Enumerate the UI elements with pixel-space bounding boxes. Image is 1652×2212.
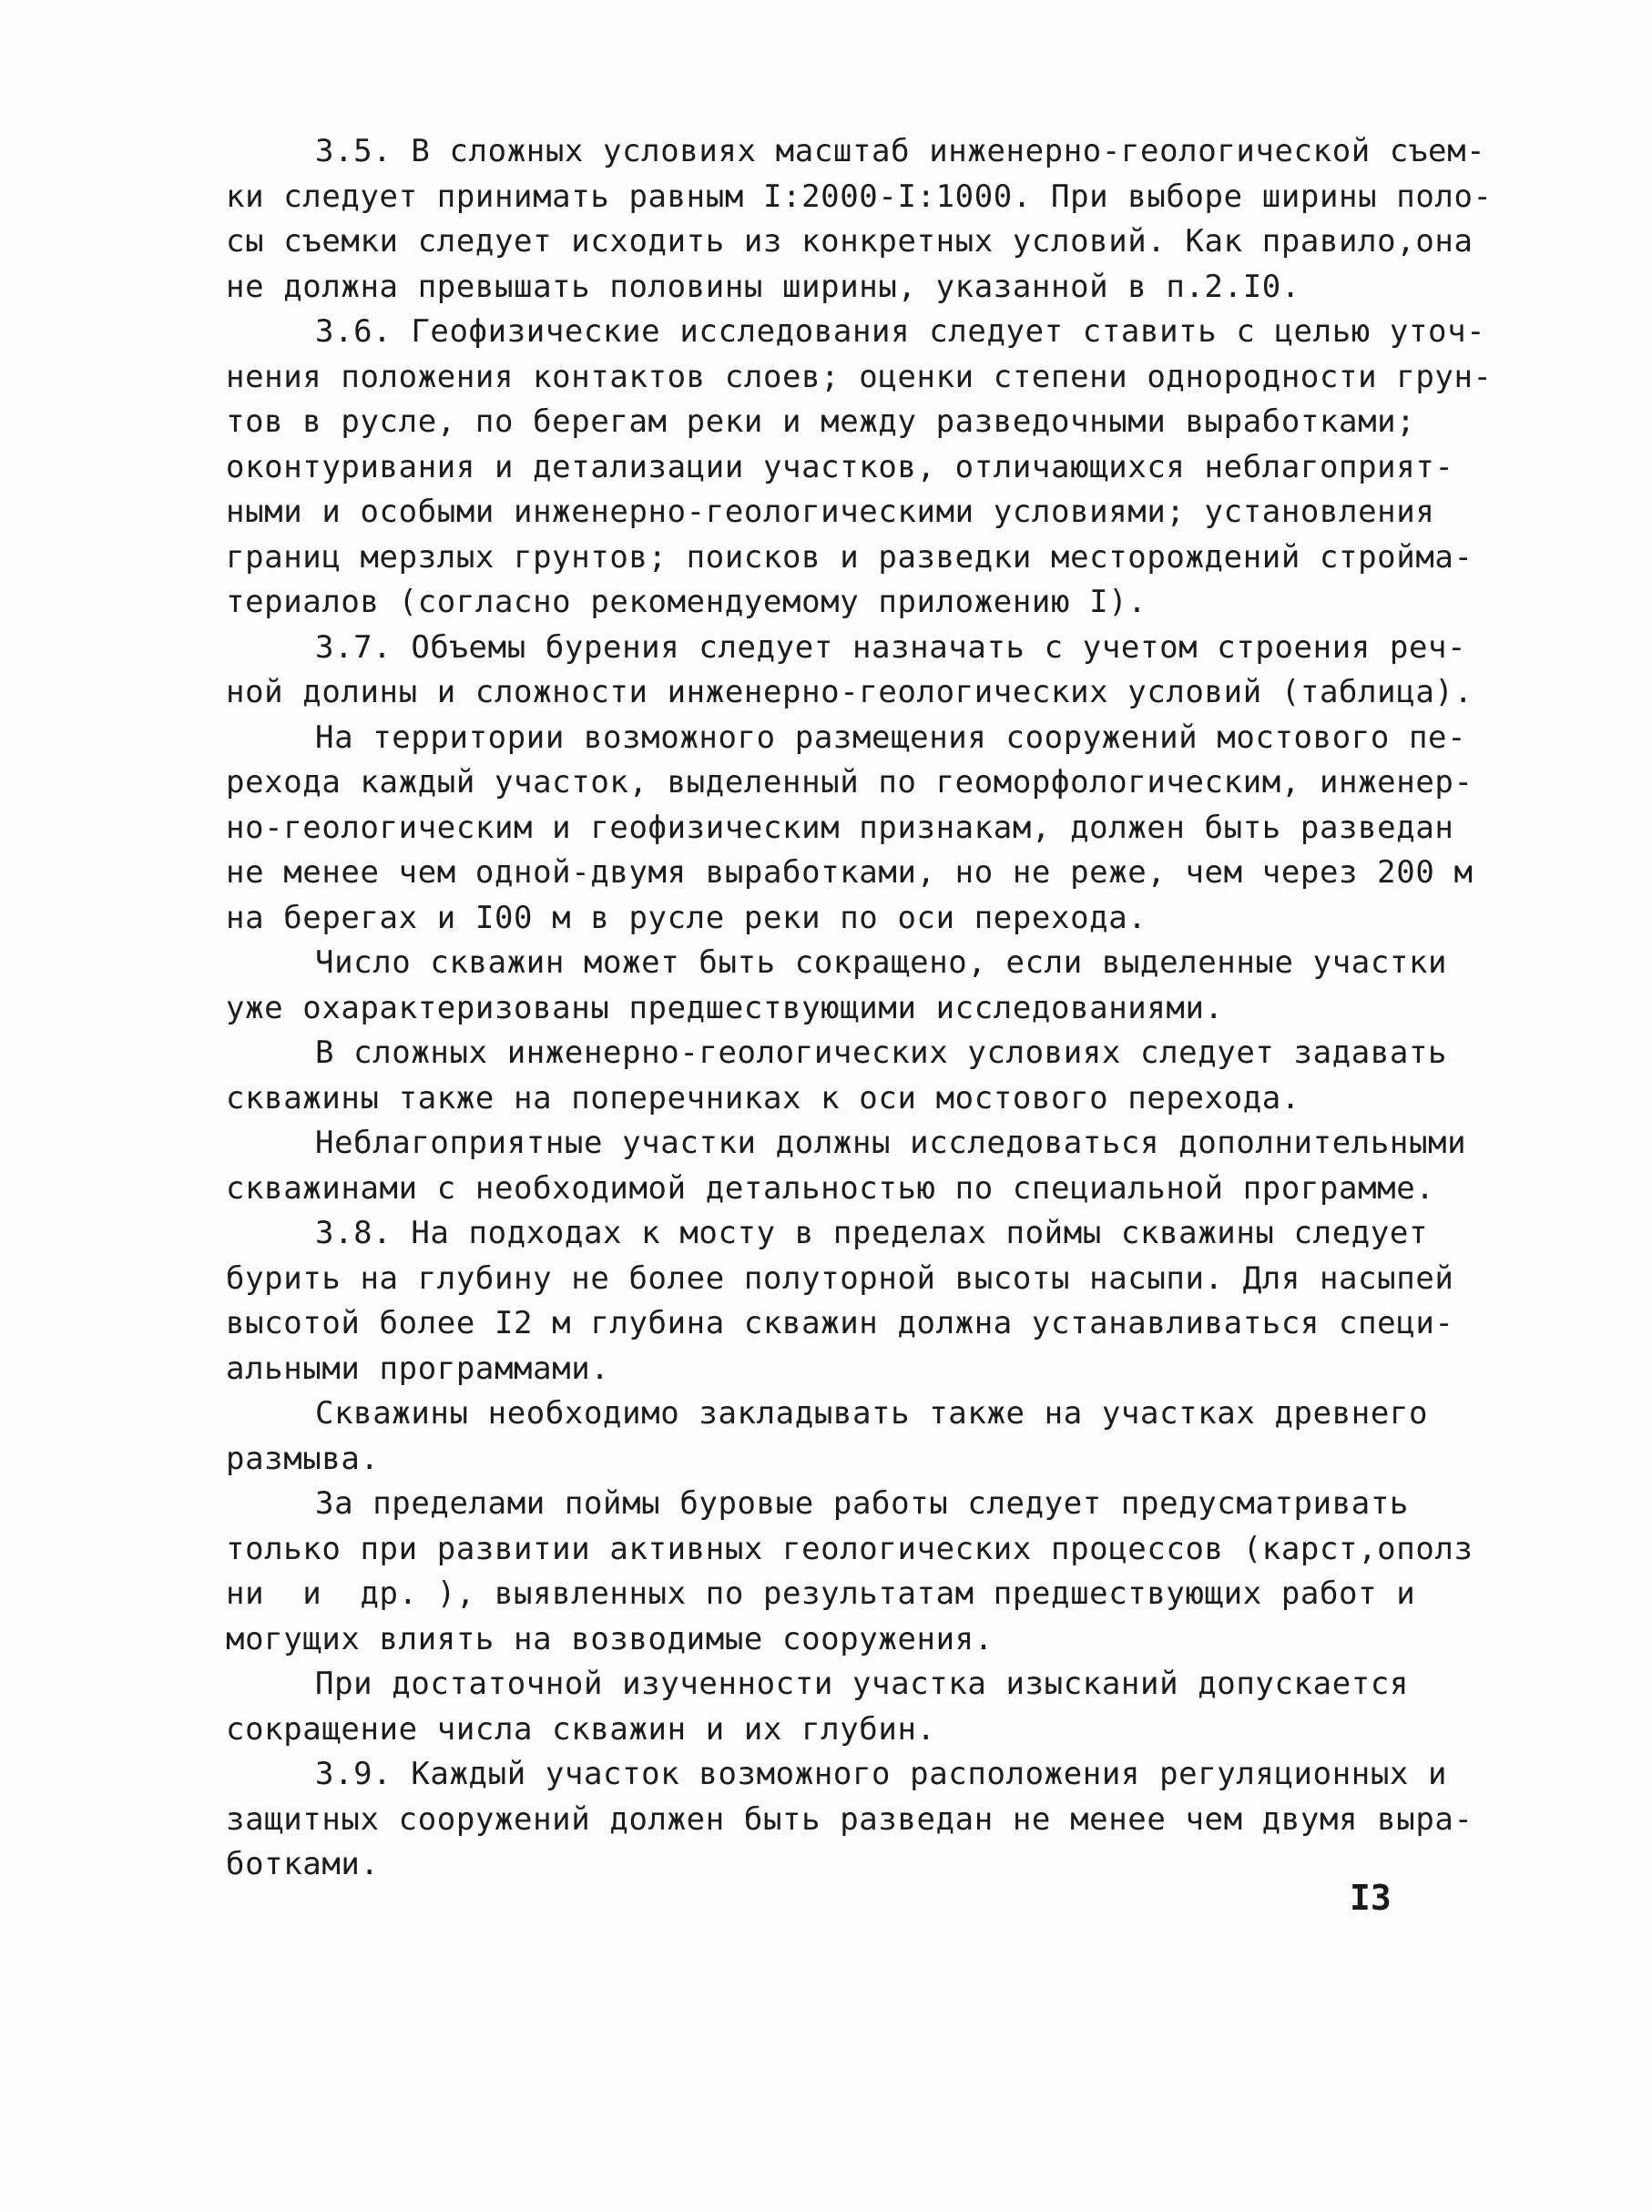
text-line: 3.9. Каждый участок возможного расположения регуляционных и: [315, 1756, 1448, 1792]
text-line: границ мерзлых грунтов; поисков и разведки месторождений стройма-: [226, 538, 1474, 576]
text-line: На территории возможного размещения сооружений мостового пе-: [315, 719, 1467, 756]
text-line: ной долины и сложности инженерно-геологических условий (таблица).: [226, 674, 1474, 710]
text-line: 3.7. Объемы бурения следует назначать с учетом строения реч-: [315, 628, 1467, 666]
text-line: териалов (согласно рекомендуемому приложению I).: [226, 584, 1147, 620]
text-line: За пределами поймы буровые работы следует предусматривать: [315, 1485, 1409, 1522]
text-line: Неблагоприятные участки должны исследоваться дополнительными: [315, 1125, 1467, 1161]
text-line: Число скважин может быть сокращено, если выделенные участки: [315, 944, 1448, 981]
text-line: скважины также на поперечниках к оси мостового перехода.: [226, 1079, 1300, 1116]
text-line: 3.5. В сложных условиях масштаб инженерно-геологической съем-: [315, 133, 1486, 169]
text-line: ботками.: [226, 1846, 380, 1882]
text-line: тов в русле, по берегам реки и между разведочными выработками;: [226, 403, 1416, 440]
text-line: 3.8. На подходах к мосту в пределах поймы скважины следует: [315, 1215, 1429, 1251]
body-text: [226, 129, 1493, 1888]
text-line: не должна превышать половины ширины, указанной в п.2.I0.: [226, 268, 1300, 305]
text-line: защитных сооружений должен быть разведан не менее чем двумя выра-: [226, 1800, 1474, 1838]
text-line: только при развитии активных геологических процессов (карст,ополз: [226, 1530, 1474, 1567]
text-line: ни и др. ), выявленных по результатам предшествующих работ и: [226, 1575, 1416, 1612]
text-line: нения положения контактов слоев; оценки степени однородности грун-: [226, 358, 1493, 395]
text-line: сокращение числа скважин и их глубин.: [226, 1710, 936, 1748]
text-line: размыва.: [226, 1440, 380, 1477]
text-line: альными программами.: [226, 1350, 610, 1387]
text-line: ки следует принимать равным I:2000-I:1000. При выборе ширины поло-: [226, 178, 1493, 215]
text-line: сы съемки следует исходить из конкретных условий. Как правило,она: [226, 223, 1474, 260]
text-line: При достаточной изученности участка изысканий допускается: [315, 1666, 1409, 1702]
text-line: на берегах и I00 м в русле реки по оси перехода.: [226, 899, 1147, 936]
text-line: 3.6. Геофизические исследования следует ставить с целью уточ-: [315, 313, 1486, 350]
page-number: I3: [1350, 1878, 1392, 1918]
text-line: скважинами с необходимой детальностью по специальной программе.: [226, 1169, 1435, 1207]
text-line: Скважины необходимо закладывать также на участках древнего: [315, 1395, 1429, 1432]
text-line: могущих влиять на возводимые сооружения.: [226, 1620, 994, 1657]
text-line: но-геологическим и геофизическим признакам, должен быть разведан: [226, 809, 1454, 846]
text-line: бурить на глубину не более полуторной высоты насыпи. Для насыпей: [226, 1259, 1454, 1297]
text-line: рехода каждый участок, выделенный по геоморфологическим, инженер-: [226, 764, 1474, 800]
text-line: высотой более I2 м глубина скважин должна устанавливаться специ-: [226, 1305, 1454, 1341]
text-line: ными и особыми инженерно-геологическими условиями; установления: [226, 494, 1435, 530]
text-line: уже охарактеризованы предшествующими исследованиями.: [226, 989, 1224, 1026]
text-line: В сложных инженерно-геологических условиях следует задавать: [315, 1035, 1448, 1071]
text-line: не менее чем одной-двумя выработками, но не реже, чем через 200 м: [226, 854, 1474, 891]
text-line: оконтуривания и детализации участков, отличающихся неблагоприят-: [226, 448, 1454, 485]
